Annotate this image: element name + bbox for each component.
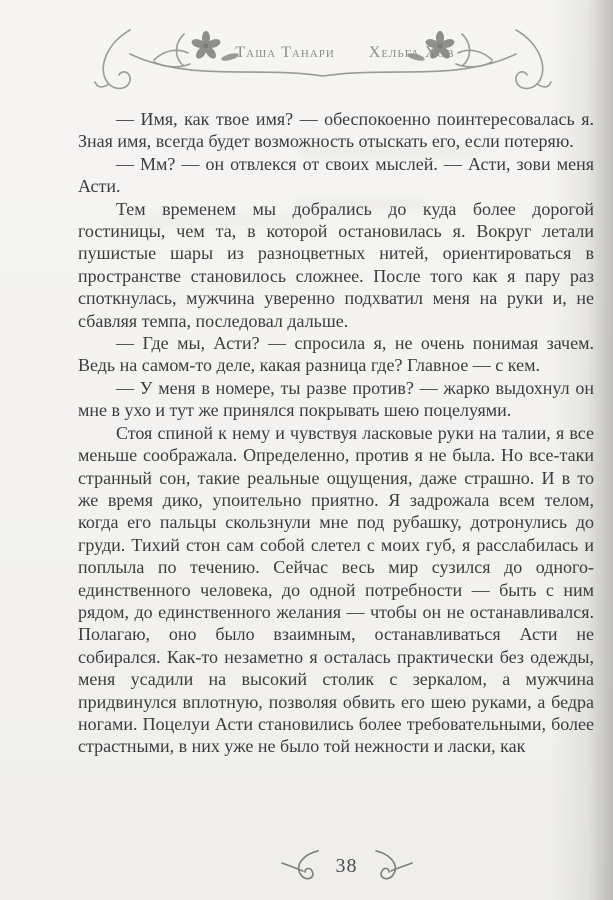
author-name-right: Хельга Хов: [368, 44, 455, 61]
page-number: 38: [335, 854, 358, 877]
page-footer: [40, 846, 613, 886]
paragraph: — Мм? — он отвлекся от своих мыслей. — Асти, зови меня Асти.: [78, 153, 594, 197]
paragraph: — У меня в номере, ты разве против? — жарко выдохнул он мне в ухо и тут же принялся покрывать шею поцелуями.: [78, 377, 594, 421]
paragraph: — Где мы, Асти? — спросила я, не очень понимая зачем. Ведь на самом-то деле, какая разница где? Главное — с кем.: [78, 333, 594, 376]
footer-swirl-left-icon: [280, 849, 324, 883]
paragraph: Стоя спиной к нему и чувствуя ласковые руки на талии, я все меньше соображала. Определенно, против я не была. Но все-таки странный сон, такие реальные ощущения, даже страшно. И в то же время дико, упоительно приятно. Я задрожала всем телом, когда его пальцы скользнули мне под рубашку, дотронулись до груди. Тихий стон сам собой слетел с моих губ, я расслабилась и поплыла по течению. Сейчас весь мир сузился до одного-единственного человека, до одной потребности — быть с ним рядом, до единственного желания — чтобы он не останавливался. Полагаю, оно было взаимным, останавливаться Асти не собирался. Как-то незаметно я осталась практически без одежды, меня усадили на высокий столик с зеркалом, а мужчина придвинулся вплотную, позволяя обвить его шею руками, а бедра ногами. Поцелуи Асти становились более требовательными, более страстными, в них уже не было той нежности и ласки, как: [78, 422, 594, 757]
paragraph: — Имя, как твое имя? — обеспокоенно поинтересовалась я. Зная имя, всегда будет возможность отыскать его, если потеряю.: [78, 109, 594, 152]
author-name-left: Таша Танари: [235, 44, 335, 61]
page-header: [88, 26, 558, 96]
author-names: [235, 44, 454, 62]
footer-swirl-right-icon: [370, 849, 414, 883]
paragraph: Тем временем мы добрались до куда более дорогой гостиницы, чем та, в которой остановилась я. Вокруг летали пушистые шары из разноцветных нитей, ориентироваться в пространстве становилось сложнее. После того как я пару раз споткнулась, мужчина уверенно подхватил меня на руки и, не сбавляя темпа, последовал дальше.: [78, 198, 594, 331]
page-text: [78, 108, 594, 758]
